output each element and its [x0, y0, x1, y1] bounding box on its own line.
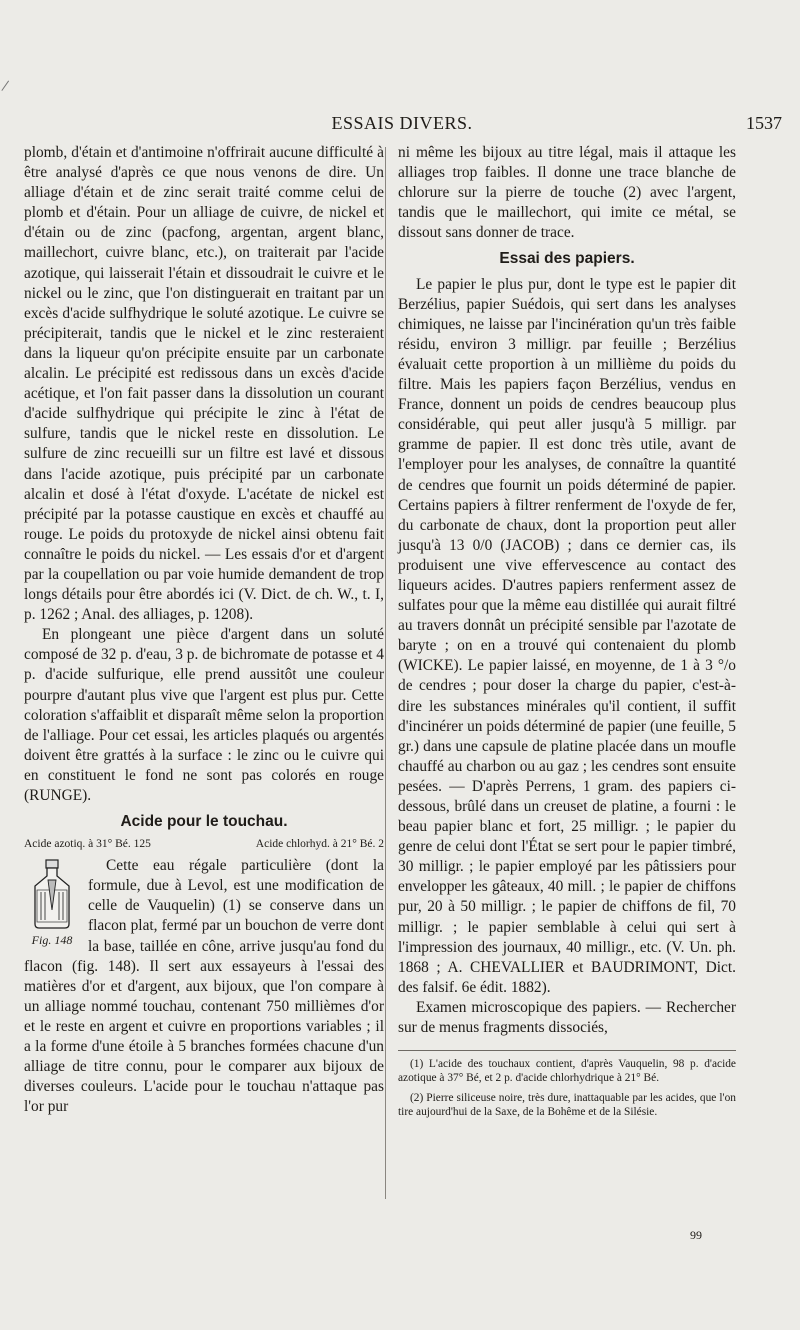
- paragraph: Le papier le plus pur, dont le type est le papier dit Berzélius, papier Suédois, qui sert dans les analyses chimiques, ne laisse par l'incinération qu'un très faible résidu, environ 3 milligr. par feuille ; Berzélius évaluait cette proportion à un millième du poids du filtre. Mais les papiers façon Berzélius, vendus en France, donnent un poids de cendres beaucoup plus considérable, qui peut aller jusqu'à 5 milligr. par gramme de papier. Il est donc très utile, avant de l'employer pour les analyses, de connaître la quantité de cendres que fournit un poids déterminé de papier. Certains papiers à filtrer renferment de l'oxyde de fer, du carbonate de chaux, dont la proportion peut aller jusqu'à 13 0/0 (JACOB) ; dans ce dernier cas, ils produisent une vive effervescence au contact des liqueurs acides. D'autres papiers renferment assez de sulfates pour que la même eau distillée qui aurait filtré au travers donnât un précipité sensible par l'azotate de baryte ; on en a trouvé qui contenaient du plomb (WICKE). Le papier laissé, en moyenne, de 1 à 3 °/o de cendres ; pour doser la charge du papier, c'est-à-dire les substances minérales qu'il contient, il suffit d'incinérer un poids déterminé de papier (une feuille, 5 gr.) dans une capsule de platine placée dans un moufle chauffé au charbon ou au gaz ; les cendres sont ensuite pesées. — D'après Perrens, 1 gram. des papiers ci-dessous, brûlé dans un creuset de platine, a fourni : le beau papier blanc et fort, 25 milligr. ; le papier du genre de celui dont l'État se sert pour le papier timbré, 30 milligr. ; le papier employé par les pâtissiers pour envelopper les gâteaux, 40 mill. ; le papier de chiffons pur, 20 à 50 milligr. ; le papier de chiffons de fil, 70 milligr. ; le papier semblable à celui qui sert à l'impression des journaux, 40 milligr., etc. (V. Un. ph. 1868 ; A. CHEVALLIER et BAUDRIMONT, Dict. des falsif. 6e édit. 1882).: [398, 275, 736, 996]
- left-column: [24, 143, 384, 1117]
- flask-icon: [29, 858, 75, 930]
- paragraph: En plongeant une pièce d'argent dans un soluté composé de 32 p. d'eau, 3 p. de bichromate de potasse et 4 p. d'acide sulfurique, elle prend aussitôt une couleur pourpre d'autant plus vive que l'argent est plus pur. Cette coloration s'affaiblit et disparaît même selon la proportion de l'alliage. Pour cet essai, les articles plaqués ou argentés doivent être grattés à la surface : le zinc ou le cuivre qui en constituent le fond ne sont pas colorés en rouge (RUNGE).: [24, 626, 384, 804]
- right-column: [398, 143, 736, 1125]
- footnote-2: (2) Pierre siliceuse noire, très dure, inattaquable par les acides, que l'on tire aujourd'hui de la Saxe, de la Bohême et de la Silésie.: [398, 1092, 736, 1119]
- footnote-rule: [398, 1050, 736, 1051]
- page-number: 1537: [746, 113, 782, 133]
- paragraph: plomb, d'étain et d'antimoine n'offrirait aucune difficulté à être analysé d'après ce que nous venons de dire. Un alliage d'étain et de zinc serait traité comme celui de plomb et d'étain. Pour un alliage de cuivre, de nickel et d'étain ou de zinc (pacfong, argentan, argent blanc, maillechort, cuivre blanc, etc.), on traiterait par l'acide azotique, qui laisserait l'étain et dissoudrait le cuivre et le nickel ou le zinc, que l'on distinguerait en traitant par un excès d'acide sulfhydrique le soluté azotique. Le cuivre se précipiterait, tandis que le nickel et le zinc resteraient dans la liqueur qu'on précipite ensuite par un carbonate alcalin. Le précipité est redissous dans un excès d'acide acétique, et l'on fait passer dans la dissolution un courant d'acide sulfhydrique qui précipite le zinc à l'état de sulfure, tandis que le nickel reste en dissolution. Le sulfure de zinc recueilli sur un filtre est lavé et dissous dans l'acide azotique, puis précipité par un carbonate alcalin et dosé à l'état d'oxyde. L'acétate de nickel est précipité par la potasse caustique en excès et chauffé au rouge. Le poids du protoxyde de nickel ainsi obtenu fait connaître le poids du nickel. — Les essais d'or et d'argent par la coupellation ou par voie humide demandent de trop longs détails pour être abordés ici (V. Dict. de ch. W., t. I, p. 1262 ; Anal. des alliages, p. 1208).: [24, 144, 384, 624]
- reagent-formula: [24, 837, 384, 852]
- section-title-papiers: Essai des papiers.: [499, 250, 635, 268]
- reagent-nitric: Acide azotiq. à 31° Bé. 125: [24, 838, 151, 851]
- column-divider: [385, 147, 386, 1199]
- running-title: ESSAIS DIVERS.: [331, 113, 473, 133]
- section-title-touchau: Acide pour le touchau.: [120, 813, 288, 831]
- paragraph: Examen microscopique des papiers. — Rechercher sur de menus fragments dissociés,: [398, 998, 736, 1037]
- figure-caption: Fig. 148: [31, 933, 73, 948]
- signature-mark: 99: [690, 1228, 702, 1242]
- margin-mark: [1, 81, 15, 96]
- reagent-hydrochloric: Acide chlorhyd. à 21° Bé. 2: [255, 838, 384, 851]
- paragraph: Cette eau régale particulière (dont la formule, due à Levol, est une modification de celle de Vauquelin) (1) se conserve dans un flacon plat, fermé par un bouchon de verre dont la base, taillée en cône, arrive jusqu'au fond du flacon (fig. 148). Il sert aux essayeurs à l'essai des matières d'or et d'argent, aux bijoux, que l'on compare à un alliage nommé touchau, contenant 750 millièmes d'or et le reste en argent et cuivre en proportions variables ; il a la forme d'une étoile à 5 branches formées chacune d'un alliage de titre connu, pour le comparer aux bijoux de diverses couleurs. L'acide pour le touchau n'attaque pas l'or pur: [24, 857, 384, 1116]
- footnote-1: (1) L'acide des touchaux contient, d'après Vauquelin, 98 p. d'acide azotique à 37° Bé, et 2 p. d'acide chlorhydrique à 21° Bé.: [398, 1058, 736, 1085]
- paragraph: ni même les bijoux au titre légal, mais il attaque les alliages trop faibles. Il donne une trace blanche de chlorure sur la pierre de touche (2) avec l'argent, tandis que le maillechort, qui imite ce métal, se dissout sans donner de trace.: [398, 144, 736, 242]
- figure-148: [24, 858, 80, 950]
- running-head: [22, 113, 782, 139]
